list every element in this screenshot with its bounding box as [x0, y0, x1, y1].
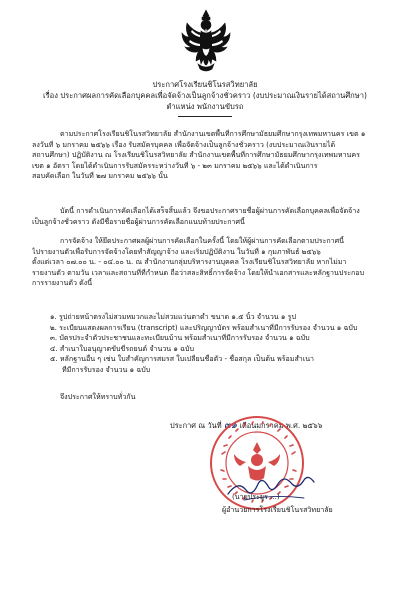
list-item: ๑. รูปถ่ายหน้าตรงไม่สวมหมวกและไม่สวมแว่นตาดำ ขนาด ๑.๕ นิ้ว จำนวน ๑ รูป — [50, 312, 296, 321]
text-line: สถานศึกษา) ปฏิบัติงาน ณ โรงเรียนชิโนรสวิทยาลัย สำนักงานเขตพื้นที่การศึกษามัธยมศึกษากรุงเทพมหานคร — [32, 150, 360, 160]
date-month-year: เดือนมกราคม พ.ศ. ๒๕๖๖ — [239, 421, 323, 430]
closing-statement: จึงประกาศให้ทราบทั่วกัน — [60, 392, 136, 401]
text-line: ตั้งแต่เวลา ๐๗.๐๐ น. - ๐๔.๐๐ น. ณ สำนักงานกลุ่มบริหารงานบุคคล โรงเรียนชิโนรสวิทยาลัย หากไม่มา — [32, 257, 347, 267]
text-line: เป็นลูกจ้างชั่วคราว ดังมีชื่อรายชื่อผู้ผ่านการคัดเลือกแนบท้ายประกาศนี้ — [32, 216, 245, 226]
list-item: ๔. สำเนาใบอนุญาตขับขี่รถยนต์ จำนวน ๑ ฉบับ — [50, 343, 195, 353]
paragraph-background — [32, 129, 382, 182]
text-line: เขต ๑ อัตรา โดยได้ดำเนินการรับสมัครระหว่างวันที่ ๖ - ๒๓ มกราคม ๒๕๖๖ และได้ดำเนินการ — [32, 160, 318, 170]
text-line: บัดนี้ การดำเนินการคัดเลือกได้เสร็จสิ้นแล้ว จึงขอประกาศรายชื่อผู้ผ่านการคัดเลือกบุคคลเพื่อจัดจ้าง — [60, 206, 360, 215]
garuda-emblem-icon — [178, 8, 234, 76]
list-item: ๒. ระเบียนแสดงผลการเรียน (transcript) และปริญญาบัตร พร้อมสำเนาที่มีการรับรอง จำนวน ๑ ฉบับ — [50, 322, 358, 332]
text-line: ตามประกาศโรงเรียนชิโนรสวิทยาลัย สำนักงานเขตพื้นที่การศึกษามัธยมศึกษากรุงเทพมหานคร เขต ๑ — [60, 129, 366, 138]
date-day-handwritten: ๓๑ — [223, 420, 238, 431]
header-divider — [178, 116, 232, 117]
signer-position: ผู้อำนวยการโรงเรียนชิโนรสวิทยาลัย — [222, 505, 333, 514]
text-line: การรายงานตัว ดังนี้ — [32, 278, 93, 288]
list-item-continuation: ที่มีการรับรอง จำนวน ๑ ฉบับ — [62, 364, 151, 374]
handwritten-signature — [222, 470, 322, 510]
signer-name: (นายประยูร ...) — [232, 492, 280, 501]
announcement-issuer: ประกาศโรงเรียนชิโนรสวิทยาลัย — [152, 80, 258, 89]
text-line: การจัดจ้าง ให้ยึดประกาศผลผู้ผ่านการคัดเลือกในครั้งนี้ โดยให้ผู้ผ่านการคัดเลือกตามประกาศนี้ — [60, 236, 345, 245]
paragraph-reporting-instructions — [32, 236, 382, 289]
text-line: สอบคัดเลือก ในวันที่ ๒๗ มกราคม ๒๕๖๖ นั้น — [32, 171, 168, 181]
date-prefix: ประกาศ ณ วันที่ — [170, 421, 222, 430]
required-documents-list — [50, 312, 390, 376]
list-item: ๕. หลักฐานอื่น ๆ เช่น ใบสำคัญการสมรส ใบเปลี่ยนชื่อตัว - ชื่อสกุล เป็นต้น พร้อมสำเนา — [50, 354, 315, 364]
text-line: รายงานตัว ตามวัน เวลาและสถานที่ที่กำหนด ถือว่าสละสิทธิ์การจัดจ้าง โดยให้นำเอกสารและหลักฐานประกอบ — [32, 267, 365, 277]
list-item: ๓. บัตรประจำตัวประชาชนและทะเบียนบ้าน พร้อมสำเนาที่มีการรับรอง จำนวน ๑ ฉบับ — [50, 333, 310, 343]
announcement-subject: เรื่อง ประกาศผลการคัดเลือกบุคคลเพื่อจัดจ้างเป็นลูกจ้างชั่วคราว (งบประมาณเงินรายได้สถานศึกษา) — [42, 91, 368, 100]
text-line: ลงวันที่ ๖ มกราคม ๒๕๖๖ เรื่อง รับสมัครบุคคล เพื่อจัดจ้างเป็นลูกจ้างชั่วคราว (งบประมาณเงินรายได้ — [32, 139, 336, 149]
announcement-position: ตำแหน่ง พนักงานขับรถ — [166, 102, 244, 111]
paragraph-result — [32, 206, 382, 227]
text-line: ไปรายงานตัวเพื่อรับการจัดจ้างโดยทำสัญญาจ้าง และเริ่มปฏิบัติงาน ในวันที่ ๑ กุมภาพันธ์ ๒๕๖๖ — [32, 246, 321, 256]
